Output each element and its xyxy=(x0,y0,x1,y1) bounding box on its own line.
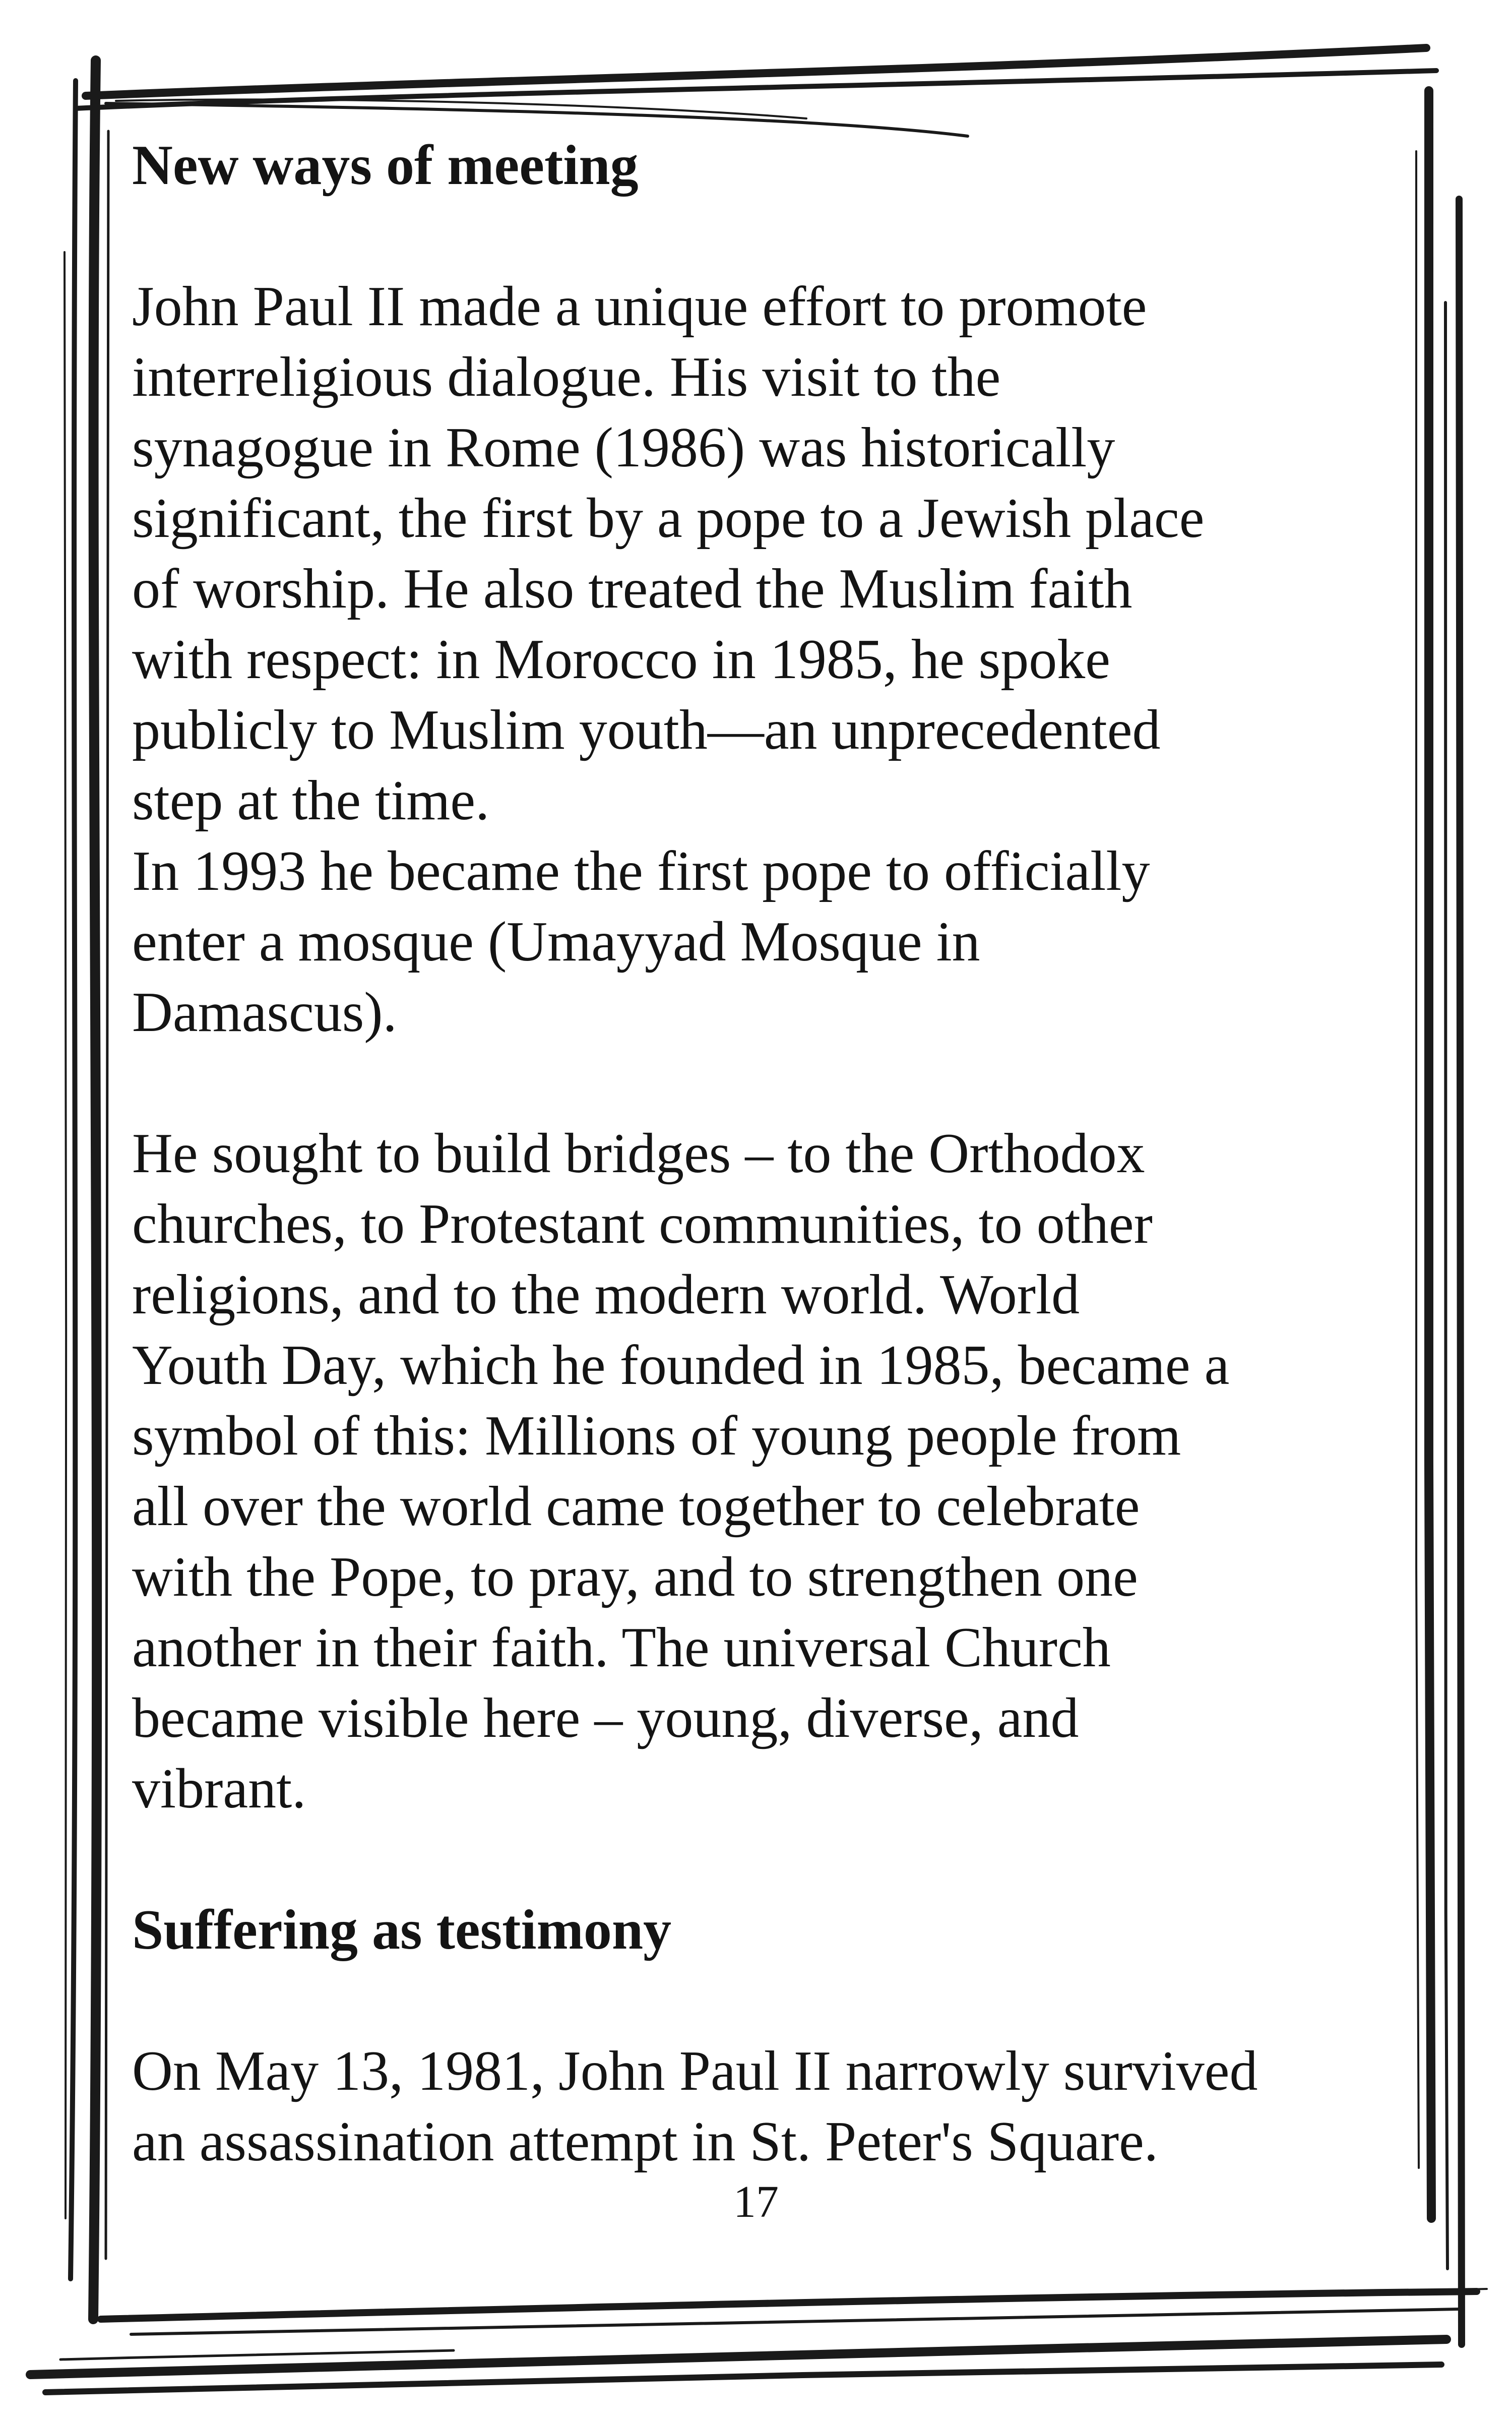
border-left-stroke xyxy=(71,81,76,2279)
spacer xyxy=(132,201,1392,271)
border-bottom-stroke xyxy=(60,2350,454,2360)
page-number: 17 xyxy=(733,2177,779,2227)
border-right-stroke xyxy=(1416,151,1419,2168)
paragraph-building-bridges: He sought to build bridges – to the Orthodox churches, to Protestant communities, to other religions, and to the modern world. World Youth Day, which he founded in 1985, became a symbol of this: Millions of young people from all over the world came together to celebrate with the Pope, to pray, and to strengthen one another in their faith. The universal Church became visible here – young, diverse, and vibrant. xyxy=(132,1122,1230,1820)
section-heading-new-ways: New ways of meeting xyxy=(132,134,639,197)
border-bottom-stroke xyxy=(605,2289,1487,2307)
border-right-stroke xyxy=(1459,199,1462,2344)
section-heading-suffering: Suffering as testimony xyxy=(132,1899,672,1961)
border-right-stroke xyxy=(1445,302,1447,2269)
border-left-stroke xyxy=(93,60,97,2319)
border-left-stroke xyxy=(64,252,67,2218)
border-right-stroke xyxy=(1429,91,1431,2218)
border-bottom-stroke xyxy=(101,2291,1477,2319)
paragraph-assassination-attempt: On May 13, 1981, John Paul II narrowly survived an assassination attempt in St. Peter's Square. xyxy=(132,2040,1258,2173)
spacer xyxy=(132,1824,1392,1895)
spacer xyxy=(132,1048,1392,1118)
border-left-stroke xyxy=(106,131,108,2259)
page-content xyxy=(132,130,1392,2177)
paragraph-interreligious-dialogue: John Paul II made a unique effort to promote interreligious dialogue. His visit to the synagogue in Rome (1986) was historically significant, the first by a pope to a Jewish place of worship. He also treated the Muslim faith with respect: in Morocco in 1985, he spoke publicly to Muslim youth—an unprecedented step at the time. In 1993 he became the first pope to officially enter a mosque (Umayyad Mosque in Damascus). xyxy=(132,275,1205,1044)
spacer xyxy=(132,1965,1392,2036)
